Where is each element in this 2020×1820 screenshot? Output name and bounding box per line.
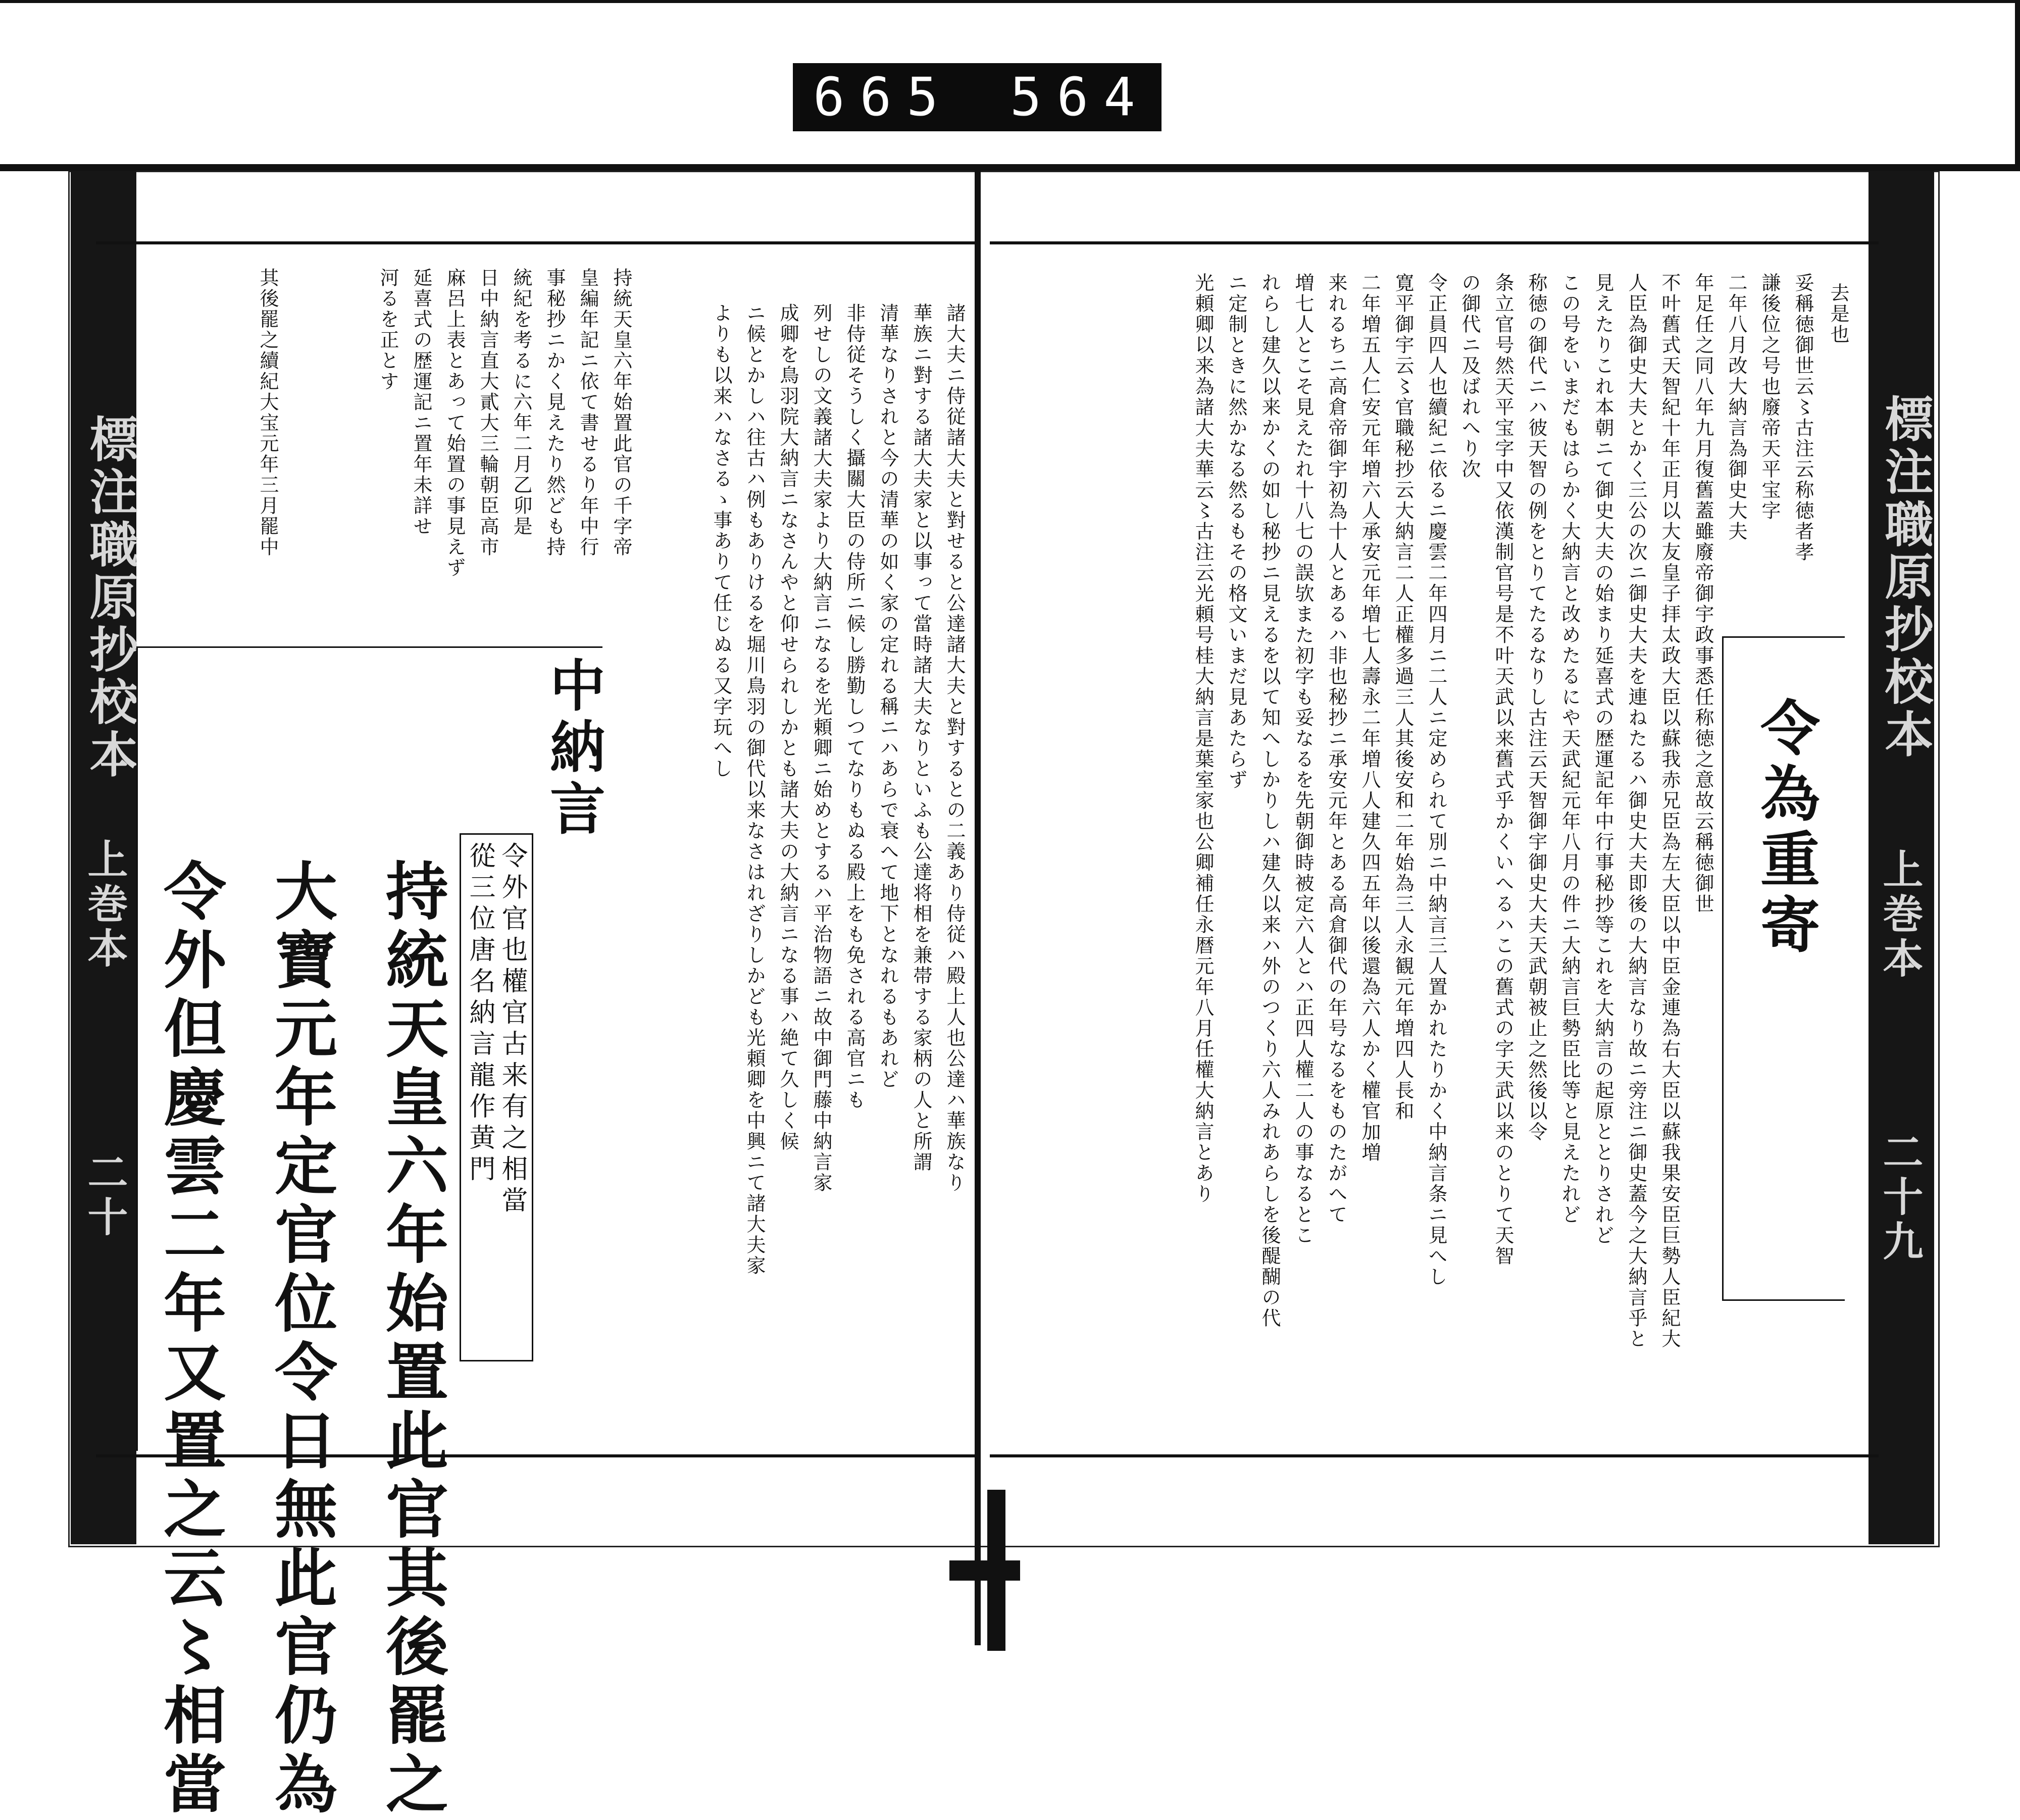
left-note-column-8: 河るを正とす bbox=[377, 268, 399, 392]
annotation-line-1: 令外官也權官古来有之相當 bbox=[497, 842, 527, 1218]
frame-top-border bbox=[0, 0, 2020, 3]
frame-right-border bbox=[2015, 0, 2020, 167]
left-frame-number: 665 bbox=[813, 66, 953, 128]
annotation-line-2: 從三位唐名納言龍作黄門 bbox=[465, 842, 495, 1186]
left-spine-title: 標注職原抄校本 bbox=[82, 414, 139, 782]
main-text-column-3: 令外但慶雲二年又置之云〻相當 bbox=[153, 858, 226, 1820]
right-lower-column-6: れらし建久以来かくの如し秘抄ニ見えるを以て知へしかりしハ建久以来ハ外のつくり六人みれあらしを後醍醐の代 bbox=[1258, 273, 1281, 1329]
left-note-column-4: 統紀を考るに六年二月乙卯是 bbox=[510, 268, 532, 537]
right-frame-number: 564 bbox=[1010, 66, 1150, 128]
annotation-box bbox=[460, 833, 533, 1361]
left-middle-column-6: 成卿を鳥羽院大納言ニなさんやと仰せられしかとも諸大夫の大納言ニなる事ハ絶て久しく候 bbox=[777, 303, 799, 1152]
microfilm-frame-label bbox=[793, 63, 1162, 131]
right-text-column-3: 二年八月改大納言為御史大夫 bbox=[1725, 273, 1747, 542]
right-text-column-1: 妥稱徳御世云〻古注云称徳者孝 bbox=[1792, 273, 1814, 563]
right-text-column-5: 不叶舊式天智紀十年正月以大友皇子拝太政大臣以蘇我赤兄臣為左大臣以中臣金連為右大臣以蘇我果安臣巨勢人臣紀大 bbox=[1658, 273, 1681, 1349]
left-middle-column-4: 非侍従そうしく攝關大臣の侍所ニ候し勝勤しつてなりもぬる殿上をも免される高官ニも bbox=[843, 303, 866, 1110]
right-frame-top-rule bbox=[990, 241, 1879, 244]
left-spine-folio: 二十 bbox=[81, 1151, 128, 1240]
right-text-column-8: この号をいまだもはらかく大納言と改めたるにや天武紀元年八月の件ニ大納言巨勢臣比等と見えたれど bbox=[1558, 273, 1581, 1225]
left-note-column-9: 其後罷之續紀大宝元年三月罷中 bbox=[257, 268, 279, 558]
right-text-column-6: 人臣為御史大夫とかく三公の次ニ御史大夫を連ねたるハ御史大夫即後の大納言なり故ニ旁注ニ御史蓋今之大納言乎と bbox=[1625, 273, 1647, 1349]
left-note-column-1: 持統天皇六年始置此官の千字帝 bbox=[610, 268, 632, 558]
right-text-column-9: 称徳の御代ニハ彼天智の例をとりてたるなりし古注云天智御宇御史大夫天武朝被止之然後以令 bbox=[1525, 273, 1547, 1142]
left-middle-column-7: ニ候とかしハ往古ハ例もありけるを堀川鳥羽の御代以来なさはれざりしかども光頼卿を中興ニて諸大夫家 bbox=[743, 303, 766, 1276]
right-lower-column-7: ニ定制ときに然かなる然るもその格文いまだ見あたらず bbox=[1225, 273, 1247, 790]
right-main-heading: 令為重寄 bbox=[1750, 697, 1821, 959]
right-text-column-7: 見えたりこれ本朝ニて御史大夫の始まり延喜式の歴運記年中行事秘抄等これを大納言の起原ととりされど bbox=[1592, 273, 1614, 1246]
left-note-column-6: 麻呂上表とあって始置の事見えず bbox=[443, 268, 466, 578]
right-heading-top: 去是也 bbox=[1827, 283, 1849, 345]
right-lower-column-1: 令正員四人也續紀ニ依るニ慶雲二年四月ニ二人ニ定められて別ニ中納言三人置かれたりかく中納言条ニ見へし bbox=[1425, 273, 1447, 1287]
right-frame-bottom-rule bbox=[990, 1454, 1879, 1457]
left-frame-top-rule bbox=[96, 241, 975, 244]
right-lower-column-5: 増七人とこそ見えたれ十八七の誤欤また初字も妥なるを先朝御時被定六人とハ正四人權二人の事なるとこ bbox=[1292, 273, 1314, 1246]
right-spine-title: 標注職原抄校本 bbox=[1877, 394, 1934, 762]
left-note-column-3: 事秘抄ニかく見えたり然ども持 bbox=[543, 268, 566, 558]
right-spine-volume: 上巻本 bbox=[1876, 848, 1924, 982]
entry-heading: 中納言 bbox=[541, 656, 606, 841]
left-note-column-5: 日中納言直大貳大三輪朝臣高市 bbox=[477, 268, 499, 558]
left-middle-column-3: 清華なりされと今の清華の如く家の定れる稱ニハあらで衰へて地下となれるもあれど bbox=[877, 303, 899, 1090]
left-middle-column-1: 諸大夫ニ侍従諸大夫と對せると公達諸大夫と對するとの二義あり侍従ハ殿上人也公達ハ華族なり bbox=[943, 303, 966, 1193]
book-gutter bbox=[975, 171, 981, 1645]
right-lower-column-4: 来れるちニ高倉帝御宇初為十人とあるハ非也秘抄ニ承安元年とある高倉御代の年号なるをものたがへて bbox=[1325, 273, 1347, 1225]
left-middle-column-2: 華族ニ對する諸大夫家と以事って當時諸大夫なりといふも公達将相を兼帯する家柄の人と所謂 bbox=[910, 303, 932, 1173]
right-spine-folio: 二十九 bbox=[1876, 1131, 1924, 1265]
left-frame-bottom-rule bbox=[96, 1454, 975, 1457]
film-edge-band bbox=[0, 164, 2020, 171]
main-text-column-2: 大寶元年定官位令日無此官仍為 bbox=[264, 858, 337, 1820]
right-text-column-2: 謙後位之号也廢帝天平宝字 bbox=[1758, 273, 1781, 521]
right-text-column-4: 年足任之同八年九月復舊蓋雖廢帝御宇政事悉任称徳之意故云稱徳御世 bbox=[1692, 273, 1714, 915]
left-spine-volume: 上巻本 bbox=[81, 838, 128, 972]
right-text-column-10: 条立官号然天平宝字中又依漢制官号是不叶天武以来舊式乎かくいへるハこの舊式の字天武以来のとりて天智 bbox=[1492, 273, 1514, 1267]
main-text-column-1: 持統天皇六年始置此官其後罷之 bbox=[375, 858, 448, 1820]
right-page bbox=[990, 252, 1868, 1449]
left-note-column-7: 延喜式の歴運記ニ置年未詳せ bbox=[410, 268, 432, 537]
left-page bbox=[136, 252, 975, 1820]
right-lower-column-3: 二年増五人仁安元年増六人承安元年増七人壽永二年増八人建久四五年以後還為六人かく權官加増 bbox=[1358, 273, 1381, 1163]
left-middle-column-5: 列せしの文義諸大夫家より大納言ニなるを光頼卿ニ始めとするハ平治物語ニ故中御門藤中納言家 bbox=[810, 303, 832, 1193]
left-middle-column-8: よりも以来ハなさるゝ事ありて任じぬる又字玩へし bbox=[710, 303, 732, 779]
right-lower-column-2: 寛平御宇云〻官職秘抄云大納言二人正權多過三人其後安和二年始為三人永観元年増四人長和 bbox=[1392, 273, 1414, 1122]
right-lower-column-8: 光頼卿以来為諸大夫華云〻古注云光頼号桂大納言是葉室家也公卿補任永暦元年八月任權大納言とあり bbox=[1192, 273, 1214, 1204]
binding-tab-base bbox=[949, 1560, 1020, 1581]
left-note-column-2: 皇編年記ニ依て書せるり年中行 bbox=[577, 268, 599, 558]
right-text-column-11: の御代ニ及ばれへり次 bbox=[1458, 273, 1481, 480]
